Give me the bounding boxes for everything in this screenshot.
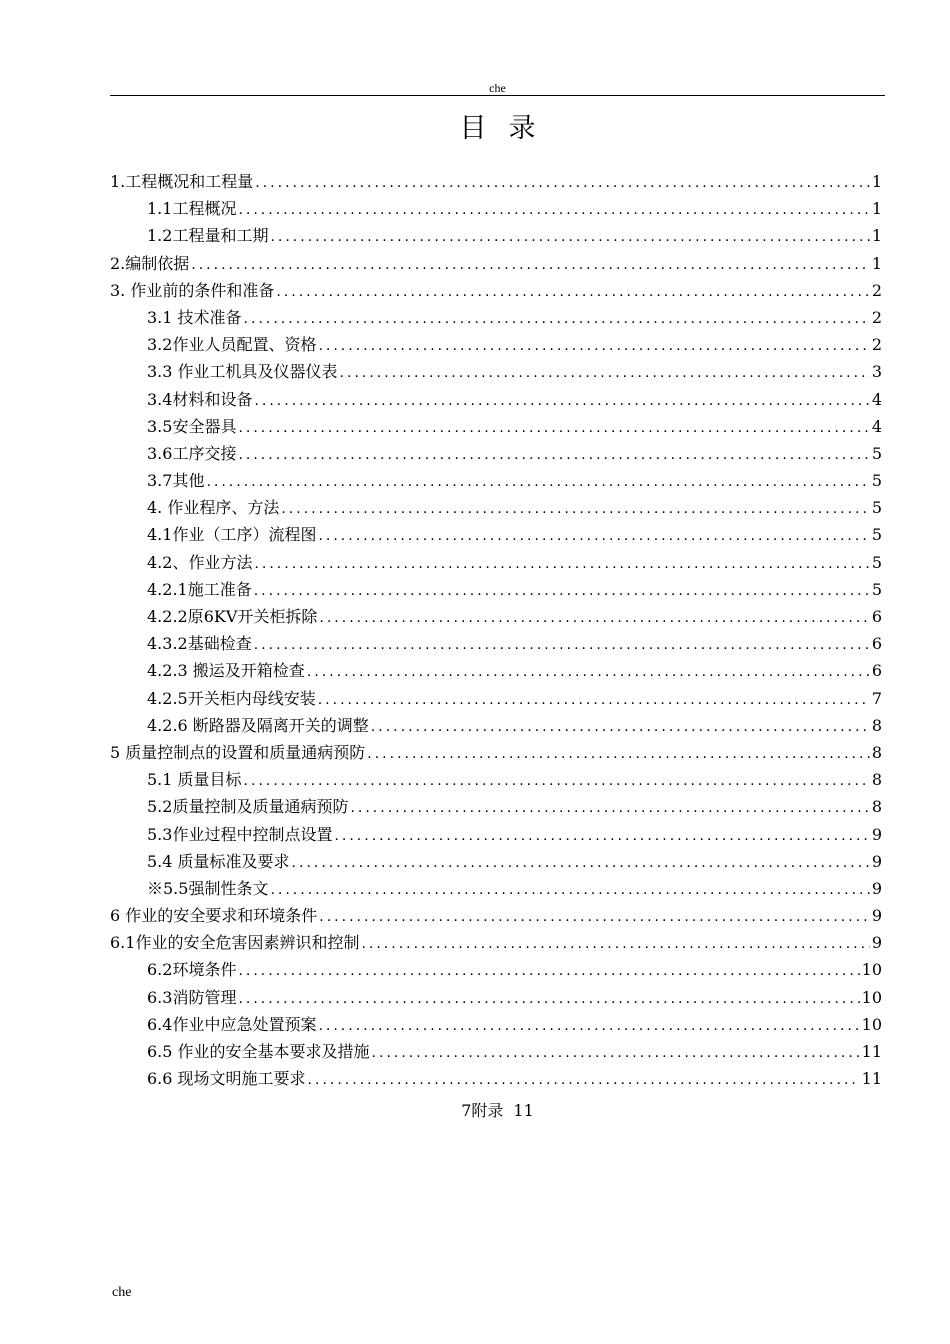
toc-entry[interactable] — [110, 467, 882, 494]
toc-entry-page-number: 7 — [871, 688, 882, 708]
toc-leader-dots — [367, 741, 870, 766]
toc-entry[interactable] — [110, 929, 882, 956]
toc-leader-dots — [307, 659, 870, 684]
toc-leader-dots — [372, 1040, 860, 1065]
toc-entry-title: 3.3 作业工机具及仪器仪表 — [147, 362, 338, 382]
toc-leader-dots — [334, 823, 869, 848]
toc-leader-dots — [254, 632, 870, 657]
toc-entry[interactable] — [110, 766, 882, 793]
toc-entry-title: 4.3.2基础检查 — [147, 634, 252, 654]
toc-entry-title: 3.1 技术准备 — [147, 307, 242, 327]
toc-entry[interactable] — [110, 386, 882, 413]
toc-entry-page-number: 10 — [861, 987, 882, 1007]
toc-entry-title: 6.3消防管理 — [147, 987, 237, 1007]
toc-leader-dots — [244, 768, 870, 793]
toc-entry-page-number: 5 — [871, 525, 882, 545]
toc-entry-title: 1.1工程概况 — [147, 199, 237, 219]
header-rule — [110, 95, 885, 96]
toc-entry[interactable] — [110, 902, 882, 929]
appendix-page-number: 11 — [513, 1101, 534, 1120]
toc-entry-page-number: 2 — [871, 335, 882, 355]
toc-leader-dots — [371, 714, 870, 739]
toc-entry-page-number: 8 — [871, 715, 882, 735]
toc-entry-page-number: 6 — [871, 634, 882, 654]
toc-entry-title: 3. 作业前的条件和准备 — [110, 280, 275, 300]
toc-entry-page-number: 1 — [871, 253, 882, 273]
toc-leader-dots — [319, 605, 869, 630]
toc-leader-dots — [270, 224, 869, 249]
toc-entry[interactable] — [110, 1065, 882, 1092]
toc-entry-title: 3.2作业人员配置、资格 — [147, 335, 317, 355]
toc-entry-page-number: 4 — [871, 416, 882, 436]
toc-entry-page-number: 8 — [871, 797, 882, 817]
toc-entry-page-number: 10 — [861, 1014, 882, 1034]
toc-entry-page-number: 5 — [871, 498, 882, 518]
toc-entry-page-number: 5 — [871, 579, 882, 599]
toc-leader-dots — [238, 986, 859, 1011]
toc-leader-dots — [254, 388, 869, 413]
toc-entry-page-number: 9 — [871, 933, 882, 953]
toc-leader-dots — [206, 469, 869, 494]
toc-entry[interactable] — [110, 521, 882, 548]
toc-entry[interactable] — [110, 1038, 882, 1065]
toc-leader-dots — [318, 523, 869, 548]
toc-entry[interactable] — [110, 848, 882, 875]
toc-entry[interactable] — [110, 277, 882, 304]
appendix-label: 7附录 — [461, 1101, 504, 1120]
toc-entry-page-number: 9 — [871, 851, 882, 871]
toc-entry[interactable] — [110, 358, 882, 385]
toc-entry[interactable] — [110, 222, 882, 249]
toc-entry-title: 6.2环境条件 — [147, 960, 237, 980]
toc-entry-title: 5 质量控制点的设置和质量通病预防 — [110, 742, 366, 762]
toc-entry-title: 6 作业的安全要求和环境条件 — [110, 906, 318, 926]
toc-entry-title: 4.2.2原6KV开关柜拆除 — [147, 607, 318, 626]
toc-entry-page-number: 2 — [871, 280, 882, 300]
toc-entry[interactable] — [110, 413, 882, 440]
toc-entry[interactable] — [110, 984, 882, 1011]
toc-leader-dots — [350, 795, 869, 820]
toc-entry-page-number: 3 — [871, 362, 882, 382]
toc-entry-title: 3.7其他 — [147, 471, 205, 491]
toc-entry-title: 4.1作业（工序）流程图 — [147, 525, 317, 545]
toc-entry[interactable] — [110, 549, 882, 576]
toc-leader-dots — [292, 850, 870, 875]
toc-entry-title: 1.工程概况和工程量 — [110, 172, 254, 191]
toc-entry-title: ※5.5强制性条文 — [147, 878, 269, 898]
toc-leader-dots — [254, 551, 869, 576]
toc-entry-title: 4. 作业程序、方法 — [147, 498, 280, 518]
toc-entry[interactable] — [110, 875, 882, 902]
toc-entry-title: 2.编制依据 — [110, 253, 190, 273]
toc-leader-dots — [244, 306, 870, 331]
toc-entry-title: 5.4 质量标准及要求 — [147, 851, 290, 871]
toc-entry-page-number: 6 — [871, 607, 882, 626]
table-of-contents — [110, 168, 882, 1092]
toc-entry-title: 3.4材料和设备 — [147, 389, 253, 409]
toc-entry-title: 3.5安全器具 — [147, 416, 237, 436]
toc-leader-dots — [276, 279, 869, 304]
toc-entry-page-number: 2 — [871, 307, 882, 327]
toc-entry-page-number: 10 — [861, 960, 882, 980]
toc-entry[interactable] — [110, 168, 882, 195]
toc-entry-title: 6.4作业中应急处置预案 — [147, 1014, 317, 1034]
toc-leader-dots — [270, 877, 869, 902]
toc-entry-title: 5.1 质量目标 — [147, 770, 242, 790]
page-footer: che — [112, 1285, 132, 1300]
toc-entry-title: 3.6工序交接 — [147, 443, 237, 463]
toc-entry-page-number: 11 — [861, 1069, 882, 1089]
toc-entry-title: 6.5 作业的安全基本要求及措施 — [147, 1042, 370, 1061]
toc-entry-title: 4.2.5开关柜内母线安装 — [147, 688, 316, 708]
toc-entry-title: 4.2.6 断路器及隔离开关的调整 — [147, 715, 369, 735]
toc-entry-page-number: 6 — [871, 661, 882, 681]
toc-entry-title: 4.2.1施工准备 — [147, 579, 252, 599]
toc-leader-dots — [318, 687, 870, 712]
toc-entry[interactable] — [110, 657, 882, 684]
toc-entry[interactable] — [110, 576, 882, 603]
toc-leader-dots — [238, 958, 859, 983]
toc-entry[interactable] — [110, 331, 882, 358]
toc-entry[interactable] — [110, 685, 882, 712]
page-header: che — [489, 81, 506, 95]
toc-entry[interactable] — [110, 1011, 882, 1038]
toc-entry[interactable] — [110, 630, 882, 657]
toc-leader-dots — [318, 333, 869, 358]
toc-entry-title: 1.2工程量和工期 — [147, 226, 269, 246]
toc-entry[interactable] — [110, 603, 882, 630]
toc-entry-page-number: 1 — [871, 226, 882, 246]
toc-entry-page-number: 9 — [871, 824, 882, 844]
toc-appendix-entry[interactable] — [0, 1098, 950, 1121]
toc-entry-page-number: 8 — [871, 770, 882, 790]
toc-leader-dots — [255, 170, 870, 195]
toc-entry[interactable] — [110, 712, 882, 739]
toc-entry[interactable] — [110, 739, 882, 766]
toc-entry-page-number: 5 — [871, 443, 882, 463]
toc-entry-page-number: 1 — [871, 172, 882, 191]
toc-entry[interactable] — [110, 793, 882, 820]
toc-leader-dots — [238, 197, 869, 222]
toc-entry-page-number: 8 — [871, 742, 882, 762]
toc-leader-dots — [238, 442, 869, 467]
toc-entry-page-number: 9 — [871, 878, 882, 898]
toc-entry-title: 5.2质量控制及质量通病预防 — [147, 797, 349, 817]
toc-entry-title: 5.3作业过程中控制点设置 — [147, 824, 333, 844]
toc-leader-dots — [319, 904, 870, 929]
toc-entry-page-number: 4 — [871, 389, 882, 409]
toc-entry-title: 6.6 现场文明施工要求 — [147, 1069, 306, 1089]
toc-entry-page-number: 5 — [871, 471, 882, 491]
toc-entry[interactable] — [110, 195, 882, 222]
toc-entry[interactable] — [110, 494, 882, 521]
toc-entry-page-number: 5 — [871, 552, 882, 572]
toc-entry-page-number: 1 — [871, 199, 882, 219]
toc-entry[interactable] — [110, 821, 882, 848]
toc-leader-dots — [340, 360, 870, 385]
toc-entry-title: 6.1作业的安全危害因素辨识和控制 — [110, 933, 360, 953]
toc-leader-dots — [361, 931, 869, 956]
toc-entry[interactable] — [110, 304, 882, 331]
toc-leader-dots — [191, 252, 870, 277]
toc-leader-dots — [318, 1013, 859, 1038]
toc-leader-dots — [238, 415, 869, 440]
toc-entry[interactable] — [110, 440, 882, 467]
toc-entry-title: 4.2、作业方法 — [147, 552, 253, 572]
toc-entry[interactable] — [110, 956, 882, 983]
toc-leader-dots — [281, 496, 869, 521]
toc-title: 目录 — [459, 113, 558, 144]
toc-entry[interactable] — [110, 250, 882, 277]
toc-leader-dots — [308, 1067, 860, 1092]
toc-entry-title: 4.2.3 搬运及开箱检查 — [147, 661, 305, 681]
toc-entry-page-number: 11 — [861, 1042, 882, 1061]
toc-leader-dots — [254, 578, 870, 603]
toc-entry-page-number: 9 — [871, 906, 882, 926]
